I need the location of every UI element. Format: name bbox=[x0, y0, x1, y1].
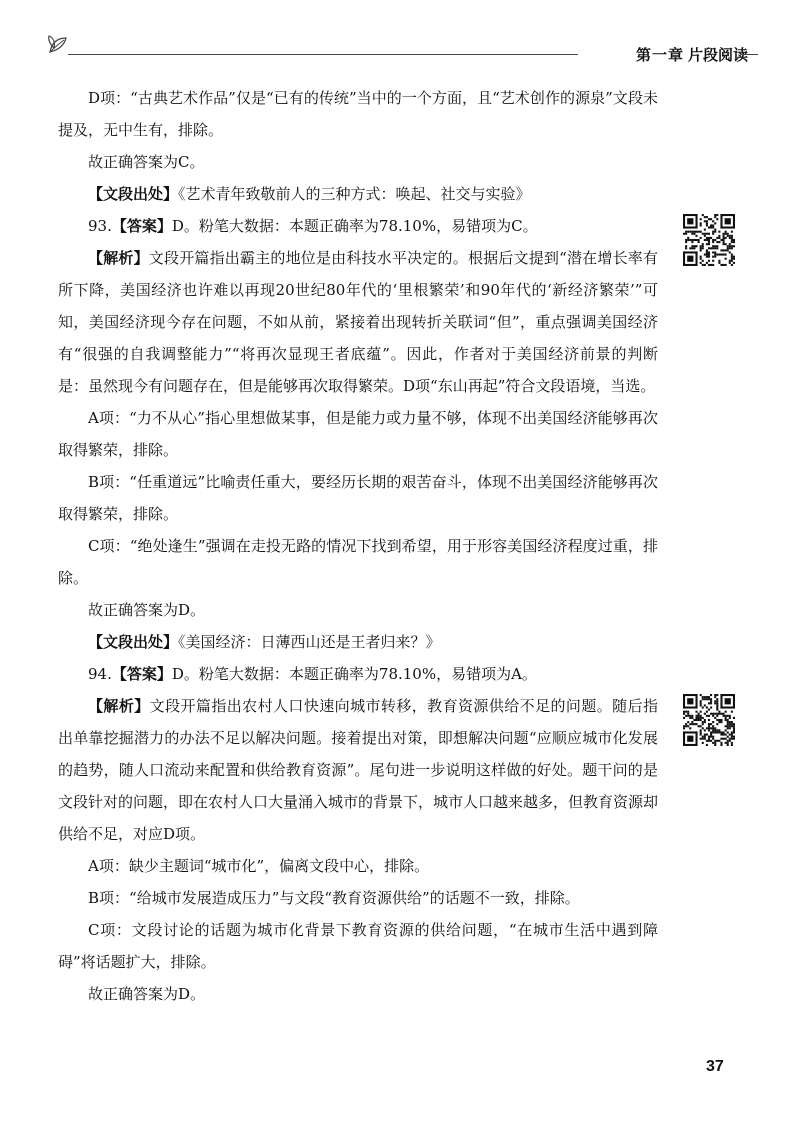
paragraph: B项：“给城市发展造成压力”与文段“教育资源供给”的话题不一致，排除。 bbox=[88, 889, 580, 907]
section-title: 片段阅读 bbox=[688, 46, 749, 64]
paragraph: 故正确答案为D。 bbox=[88, 601, 206, 619]
qr-code-icon[interactable] bbox=[683, 214, 735, 266]
paragraph: C项：“绝处逢生”强调在走投无路的情况下找到希望，用于形容美国经济程度过重，排除。 bbox=[58, 537, 658, 587]
source-tag: 【文段出处】 bbox=[88, 633, 179, 651]
paragraph: C项：文段讨论的话题为城市化背景下教育资源的供给问题，“在城市生活中遇到障碍”将话题扩大，排除。 bbox=[58, 921, 658, 971]
paragraph-analysis: 【解析】文段开篇指出霸主的地位是由科技水平决定的。根据后文提到“潜在增长率有所下降，美国经济也许难以再现20世纪80年代的‘里根繁荣’和90年代的‘新经济繁荣’”可知，美国经济现今存在问题，不如从前，紧接着出现转折关联词“但”，重点强调美国经济有“很强的自我调整能力”“将再次显现王者底蕴”。因此，作者对于美国经济前景的判断是：虽然现今有问题存在，但是能够再次取得繁荣。D项“东山再起”符合文段语境，当选。 bbox=[58, 249, 658, 395]
analysis-tag: 【解析】 bbox=[88, 697, 150, 715]
qr-code-icon[interactable] bbox=[683, 694, 735, 746]
page-content bbox=[58, 82, 658, 1010]
header-rule-end bbox=[744, 54, 758, 55]
paragraph-source: 【文段出处】《艺术青年致敬前人的三种方式：唤起、社交与实验》 bbox=[88, 185, 531, 203]
paragraph: A项：“力不从心”指心里想做某事，但是能力或力量不够，体现不出美国经济能够再次取得繁荣，排除。 bbox=[58, 409, 658, 459]
question-number: 94. bbox=[88, 665, 112, 683]
answer-tag: 【答案】 bbox=[111, 665, 172, 683]
analysis-tag: 【解析】 bbox=[88, 249, 149, 267]
paragraph: 故正确答案为D。 bbox=[88, 985, 206, 1003]
paragraph: A项：缺少主题词“城市化”，偏离文段中心，排除。 bbox=[88, 857, 430, 875]
running-header bbox=[46, 34, 749, 70]
paragraph-analysis: 【解析】文段开篇指出农村人口快速向城市转移，教育资源供给不足的问题。随后指出单靠挖掘潜力的办法不足以解决问题。接着提出对策，即想解决问题“应顺应城市化发展的趋势，随人口流动来配置和供给教育资源”。尾句进一步说明这样做的好处。题干问的是文段针对的问题，即在农村人口大量涌入城市的背景下，城市人口越来越多，但教育资源却供给不足，对应D项。 bbox=[58, 697, 659, 843]
paragraph: 故正确答案为C。 bbox=[88, 153, 205, 171]
paragraph: D项：“古典艺术作品”仅是“已有的传统”当中的一个方面，且“艺术创作的源泉”文段未提及，无中生有，排除。 bbox=[58, 89, 658, 139]
header-rule bbox=[68, 54, 578, 55]
answer-tag: 【答案】 bbox=[111, 217, 172, 235]
chapter-title: 第一章 bbox=[635, 46, 684, 64]
paragraph-answer: 94.【答案】D。粉笔大数据：本题正确率为78.10%，易错项为A。 bbox=[88, 665, 537, 683]
source-tag: 【文段出处】 bbox=[88, 185, 179, 203]
leaf-ornament-icon bbox=[46, 34, 74, 56]
question-number: 93. bbox=[88, 217, 112, 235]
paragraph-answer: 93.【答案】D。粉笔大数据：本题正确率为78.10%，易错项为C。 bbox=[88, 217, 538, 235]
paragraph-source: 【文段出处】《美国经济：日薄西山还是王者归来？》 bbox=[88, 633, 441, 651]
page-number: 37 bbox=[706, 1058, 724, 1075]
paragraph: B项：“任重道远”比喻责任重大，要经历长期的艰苦奋斗，体现不出美国经济能够再次取得繁荣，排除。 bbox=[58, 473, 658, 523]
